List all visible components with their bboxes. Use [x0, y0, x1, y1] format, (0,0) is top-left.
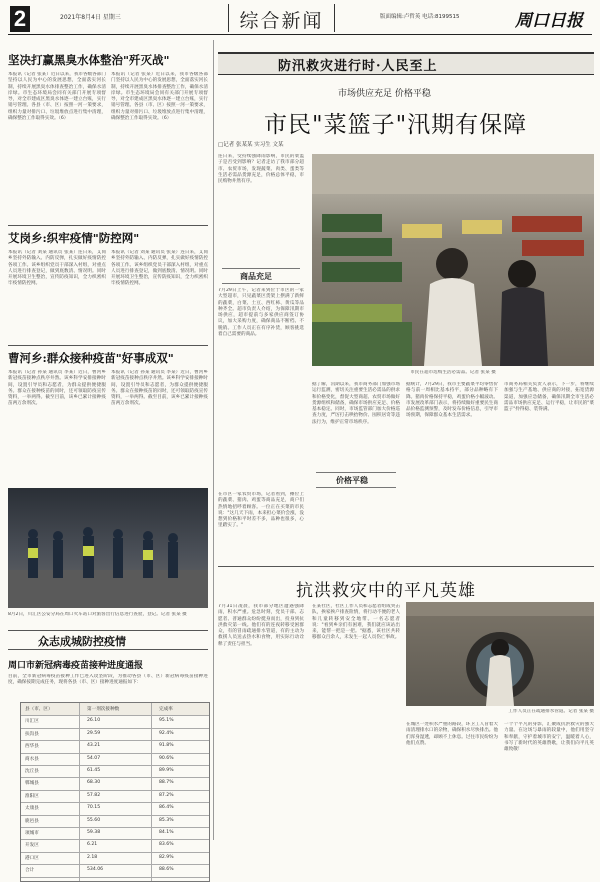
- slogan-text: 众志成城防控疫情: [38, 635, 126, 648]
- main-body-outlook: 市商务局相关负责人表示，下一步，将继续加强与生产基地、供应商的对接，拓宽货源渠道，加强应急储备，确保汛期全市生活必需品市场供应充足、运行平稳，让市民的"菜篮子"拎得稳、装得满。: [504, 382, 594, 413]
- divider: [8, 225, 208, 226]
- subhead-price-text: 价格平稳: [336, 475, 368, 485]
- table-cell: 29.59: [87, 730, 101, 736]
- column-rule: [213, 40, 214, 840]
- table-cell: 57.82: [87, 792, 101, 798]
- page-number-box: [10, 6, 30, 32]
- table-cell: 港口区: [25, 855, 39, 861]
- table-row: [21, 802, 209, 815]
- article-caohe-title: 曹河乡:群众接种疫苗"好事成双": [8, 351, 174, 365]
- table-cell: 61.45: [87, 768, 101, 773]
- drain-worker-photo: [406, 602, 594, 706]
- table-cell: 86.4%: [159, 805, 174, 811]
- table-cell: 88.7%: [159, 780, 174, 786]
- subhead-supply: [222, 268, 300, 284]
- main-body-supply: 7月29日上午，记者来到位于市区的一家大型超市，只见蔬菜区货架上摆满了新鲜的蔬菜，白菜、土豆、西红柿、黄瓜等品种齐全。超市负责人介绍，为保障汛期市场供应，超市提前与多家供应商签订协议，加大采购力度，确保商品不断档、不脱销。工作人员正在有序补货，顾客挑选着自己需要的商品。: [218, 288, 304, 338]
- table-cell: 91.8%: [159, 743, 174, 749]
- table-cell: 商水县: [25, 756, 39, 762]
- table-cell: 郸城县: [25, 781, 39, 787]
- table-cell: 54.07: [87, 755, 101, 761]
- table-cell: 70.15: [87, 805, 101, 811]
- table-cell: 合计: [25, 868, 35, 874]
- section-title-box: [228, 4, 335, 32]
- article-water-title: 坚决打赢黑臭水体整治"歼灭战": [8, 53, 170, 67]
- table-cell: 83.6%: [159, 842, 174, 848]
- table-cell: 89.9%: [159, 768, 174, 773]
- article-caohe-body: 本报讯（记者 孙某 通讯员 李某）近日，曹河乡新冠疫苗接种点秩序井然。该乡科学安排接种时间，设置引导员和志愿者，为群众提供便捷服务。群众在接种疫苗的同时，还可领取防疫宣传资料，一举两得。截至目前，该乡已累计接种疫苗两万余剂次。: [8, 370, 106, 407]
- article-caohe-body-col2: 本报讯（记者 孙某 通讯员 李某）近日，曹河乡新冠疫苗接种点秩序井然。该乡科学安排接种时间，设置引导员和志愿者，为群众提供便捷服务。群众在接种疫苗的同时，还可领取防疫宣传资料，一举两得。截至目前，该乡已累计接种疫苗两万余剂次。: [111, 370, 208, 407]
- table-cell: 沈丘县: [25, 769, 39, 774]
- main-body-intro: 连日来，受持续强降雨影响，市民的菜篮子是否受到影响？记者走访了我市部分超市、农贸市场，发现蔬菜、肉类、蛋类等生活必需品货源充足，价格总体平稳，市民购物井然有序。: [218, 154, 304, 185]
- table-row: [21, 765, 209, 778]
- police-checkpoint-photo: [8, 488, 208, 608]
- market-photo-caption: 市民在超市选购生活必需品。记者 张某 摄: [410, 370, 496, 375]
- left-column: [8, 40, 208, 874]
- vaccine-table: [20, 702, 210, 882]
- table-cell: 87.2%: [159, 792, 174, 798]
- table-header-row: [21, 703, 209, 716]
- table-header-cell: 完成率: [159, 707, 173, 712]
- table-cell: 扶沟县: [25, 731, 39, 737]
- table-cell: 项城市: [25, 831, 39, 836]
- subhead-price: [316, 472, 396, 488]
- header-rule: [8, 34, 592, 35]
- kicker: 市场供应充足 价格平稳: [338, 89, 431, 99]
- table-cell: 85.3%: [159, 817, 174, 823]
- byline: □记者 张某某 实习生 文某: [218, 142, 284, 148]
- banner-bar: [218, 52, 594, 75]
- article-water-body: 本报讯（记者 张某）近日以来，我市各级各部门坚持以人民为中心的发展思想，全面落实河长制，持续开展黑臭水体排查整治工作，确保水清岸绿。市生态环境局会同有关部门开展专项督导，对全市建成区黑臭水体逐一建立台账，实行销号管理。各县（市、区）按照一河一策要求，组织力量对排污口、垃圾堆放点进行集中清理，确保整治工作取得实效。（6）: [8, 72, 106, 122]
- table-cell: 川汇区: [25, 719, 39, 725]
- police-photo-caption: 8月2日，川汇区公安分局在周口火车站口对旅客出行信息进行查验，登记。记者 张某 摄: [8, 612, 187, 617]
- headline: 市民"菜篮子"汛期有保障: [264, 112, 528, 138]
- table-cell: 84.1%: [159, 830, 174, 835]
- table-cell: 鹿邑县: [25, 818, 39, 824]
- table-cell: 2.18: [87, 854, 98, 860]
- table-col-divider: [79, 703, 80, 881]
- feature-body-b: 在某社区，社区工作人员和志愿者组成突击队，挨家挨户排查险情，将行动不便的老人和儿童转移到安全地带。一名志愿者说："看到乡亲们有困难，我们就应该站出来，能帮一把是一把。"据悉，该社区共转移群众百余人，未发生一起人员伤亡事故。: [312, 604, 400, 641]
- table-cell: 55.60: [87, 817, 101, 823]
- table-cell: 43.21: [87, 743, 101, 749]
- editor-line: 版面编辑:卢哲英 电话:8199515: [380, 14, 460, 20]
- table-row: [21, 753, 209, 766]
- main-body-price: 据统计，7月29日，我市主要蔬菜平均零售价格与前一周相比基本持平，部分品种略有下降。猪肉价格保持平稳，鸡蛋价格小幅波动。市发展改革部门表示，将持续做好重要民生商品价格监测预警，及时发布价格信息，引导市场预期，保障群众基本生活需求。: [406, 382, 498, 419]
- table-row: [21, 815, 209, 828]
- table-cell: 88.6%: [159, 867, 174, 873]
- date-line: 2021年8月4日 星期三: [60, 14, 121, 21]
- drain-photo-caption: 工作人员正在疏通排水管道。记者 张某 摄: [508, 709, 594, 714]
- table-cell: 59.38: [87, 830, 101, 835]
- table-row: [21, 715, 209, 728]
- article-aigang-title: 艾岗乡:织牢疫情"防控网": [8, 231, 140, 245]
- table-row: [21, 852, 209, 865]
- article-aigang-body: 本报讯（记者 刘某 通讯员 张某）连日来，艾岗乡坚持外防输入、内防反弹，扎实做好疫情防控各项工作。该乡组织党员干部深入村组，对重点人员进行排查登记，做到底数清、情况明。同时开展环境卫生整治，宣传防疫知识，全力织密织牢疫情防控网。: [8, 250, 106, 287]
- table-cell: 开发区: [25, 843, 39, 849]
- table-cell: 淮阳区: [25, 793, 39, 799]
- table-header-cell: 县（市、区）: [25, 707, 53, 712]
- section-title: 综合新闻: [239, 10, 324, 32]
- police-photo-art: [8, 488, 208, 608]
- feature-body-d: 一个个平凡的身影，汇聚成抗洪救灾的强大力量。在这场与暴雨的较量中，他们用坚守和奉献，守护着城市的安宁，温暖着人心，书写了新时代的英雄赞歌，让我们向平凡英雄致敬！: [504, 722, 594, 753]
- table-cell: 6.21: [87, 842, 98, 848]
- table-cell: 26.10: [87, 718, 101, 724]
- article-aigang-body-col2: 本报讯（记者 刘某 通讯员 张某）连日来，艾岗乡坚持外防输入、内防反弹，扎实做好疫情防控各项工作。该乡组织党员干部深入村组，对重点人员进行排查登记，做到底数清、情况明。同时开展环境卫生整治，宣传防疫知识，全力织密织牢疫情防控网。: [111, 250, 208, 287]
- feature-body-c: 在城区一处积水严重的路段，环卫工人冒着大雨清理排水口的杂物，确保积水尽快排出。他们浑身湿透，却顾不上休息。过往市民纷纷为他们点赞。: [406, 722, 498, 746]
- table-row: [21, 777, 209, 790]
- table-row: [21, 839, 209, 852]
- main-body-monitor: 据了解，汛期以来，我市商务部门加强市场运行监测，密切关注重要生活必需品的供求和价格变化，督促大型商超、农贸市场做好货源组织和储备，确保市场供应充足、价格基本稳定。同时，市场监管部门加大价格巡查力度，严厉打击哄抬物价、囤积居奇等违法行为，维护正常市场秩序。: [312, 382, 400, 425]
- banner-text: 防汛救灾进行时·人民至上: [278, 59, 438, 74]
- table-row: [21, 790, 209, 803]
- page-number: 2: [13, 6, 27, 31]
- table-row: [21, 740, 209, 753]
- table-row: [21, 827, 209, 840]
- table-cell: 82.9%: [159, 854, 174, 860]
- table-cell: 西华县: [25, 744, 39, 750]
- table-cell: 534.06: [87, 867, 104, 873]
- vaccine-report-title: 周口市新冠病毒疫苗接种进度通报: [8, 661, 144, 671]
- page-header: [0, 0, 600, 40]
- table-cell: 太康县: [25, 806, 39, 812]
- table-cell: 95.1%: [159, 718, 174, 724]
- feature-body-a: 7月31日凌晨，我市部分地区遭遇强降雨，积水严重。危急时刻，党员干部、志愿者、普通群众纷纷挺身而出，投身到抗洪救灾第一线。他们有的连夜转移受困群众，有的冒雨疏通排水管道，有的主动为救援人员送去热水和食物，用实际行动诠释了责任与担当。: [218, 604, 304, 647]
- table-cell: 68.30: [87, 780, 101, 786]
- table-row: [21, 864, 209, 877]
- drain-photo-art: [406, 602, 594, 706]
- table-cell: 92.4%: [159, 730, 174, 736]
- table-col-divider: [151, 703, 152, 881]
- masthead-logo: 周口日报: [515, 11, 583, 31]
- table-cell: 90.6%: [159, 755, 174, 761]
- divider: [8, 345, 208, 346]
- market-photo-art: [312, 154, 594, 366]
- divider: [218, 566, 594, 567]
- main-body-supply-cont: 在市区一家农贸市场，记者看到，摊位上的蔬菜、猪肉、鸡蛋等商品充足，商户们热情地招呼着顾客。一位正在买菜的市民说："这几天下雨，本来担心菜价会涨，没想到价格和平时差不多，品种也很多，心里踏实了。": [218, 492, 304, 529]
- vaccine-report-intro: 目前，全市新冠病毒疫苗接种工作已进入攻坚阶段，为推动各县（市、区）新冠病毒疫苗接种进度，确保按期完成任务，现将各县（市、区）接种进度通报如下：: [8, 674, 208, 686]
- article-water-body-col2: 本报讯（记者 张某）近日以来，我市各级各部门坚持以人民为中心的发展思想，全面落实河长制，持续开展黑臭水体排查整治工作，确保水清岸绿。市生态环境局会同有关部门开展专项督导，对全市建成区黑臭水体逐一建立台账，实行销号管理。各县（市、区）按照一河一策要求，组织力量对排污口、垃圾堆放点进行集中清理，确保整治工作取得实效。（6）: [111, 72, 208, 122]
- slogan-box: [8, 630, 208, 650]
- market-photo: [312, 154, 594, 366]
- feature-title: 抗洪救灾中的平凡英雄: [296, 581, 476, 601]
- table-header-cell: 第一剂次接种数: [87, 707, 120, 712]
- table-row: [21, 728, 209, 741]
- subhead-supply-text: 商品充足: [240, 271, 272, 281]
